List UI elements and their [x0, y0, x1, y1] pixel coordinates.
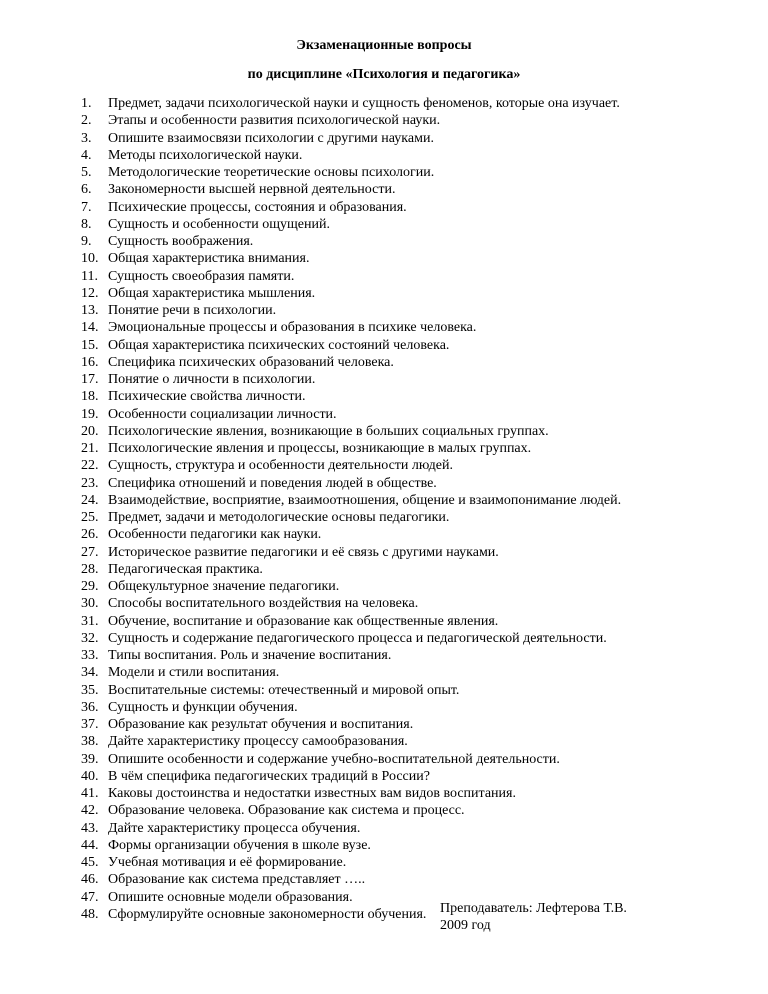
question-text: Методологические теоретические основы психологии. — [108, 165, 435, 180]
question-item — [81, 595, 761, 612]
question-text: Сущность и особенности ощущений. — [108, 216, 330, 232]
question-text: Предмет, задачи и методологические основы педагогики. — [108, 510, 450, 525]
question-item — [81, 751, 761, 768]
question-text: Психологические явления и процессы, возникающие в малых группах. — [108, 441, 532, 456]
question-item — [81, 457, 761, 474]
question-number: 33. — [81, 648, 99, 663]
question-item — [81, 250, 761, 267]
question-text: Общая характеристика психических состояний человека. — [108, 337, 450, 353]
question-item — [81, 302, 761, 319]
question-number: 16. — [81, 354, 99, 370]
question-text: Психические свойства личности. — [108, 389, 306, 405]
question-text: Сущность своеобразия памяти. — [108, 268, 295, 284]
question-item — [81, 181, 761, 198]
question-number: 21. — [81, 441, 99, 456]
question-text: Типы воспитания. Роль и значение воспитания. — [108, 648, 392, 663]
question-item — [81, 526, 761, 543]
question-number: 23. — [81, 475, 99, 491]
question-item — [81, 871, 761, 888]
question-item — [81, 440, 761, 457]
question-text: Образование как система представляет ….. — [108, 872, 366, 888]
question-number: 10. — [81, 251, 99, 267]
question-text: Сущность воображения. — [108, 234, 254, 249]
question-text: Учебная мотивация и её формирование. — [108, 855, 347, 870]
question-text: Обучение, воспитание и образование как общественные явления. — [108, 613, 499, 629]
question-number: 45. — [81, 855, 99, 870]
question-item — [81, 423, 761, 440]
question-number: 29. — [81, 579, 99, 594]
question-item — [81, 647, 761, 664]
question-item — [81, 802, 761, 819]
question-text: Понятие речи в психологии. — [108, 303, 277, 318]
question-number: 25. — [81, 510, 99, 525]
question-text: Историческое развитие педагогики и её связь с другими науками. — [108, 544, 499, 560]
question-item — [81, 699, 761, 716]
questions-list — [81, 95, 761, 923]
question-item — [81, 268, 761, 285]
question-text: Общекультурное значение педагогики. — [108, 579, 340, 594]
question-number: 12. — [81, 285, 99, 301]
question-text: Каковы достоинства и недостатки известных вам видов воспитания. — [108, 786, 516, 801]
question-item — [81, 199, 761, 216]
question-text: Понятие о личности в психологии. — [108, 372, 316, 387]
question-item — [81, 837, 761, 854]
question-text: Предмет, задачи психологической науки и сущность феноменов, которые она изучает. — [108, 96, 620, 111]
question-number: 9. — [81, 234, 92, 249]
question-item — [81, 613, 761, 630]
question-text: Способы воспитательного воздействия на человека. — [108, 596, 419, 612]
question-number: 22. — [81, 458, 99, 474]
question-item — [81, 768, 761, 785]
question-number: 24. — [81, 492, 99, 508]
question-item — [81, 354, 761, 371]
question-item — [81, 578, 761, 595]
question-text: Опишите основные модели образования. — [108, 889, 353, 905]
question-item — [81, 233, 761, 250]
question-text: Общая характеристика мышления. — [108, 285, 316, 301]
year: 2009 год — [440, 918, 491, 933]
question-text: Психические процессы, состояния и образования. — [108, 199, 407, 215]
question-number: 14. — [81, 320, 99, 336]
question-text: Дайте характеристику процессу самообразования. — [108, 734, 408, 750]
question-number: 47. — [81, 889, 99, 905]
question-text: Эмоциональные процессы и образования в психике человека. — [108, 320, 477, 336]
question-number: 2. — [81, 113, 92, 129]
question-item — [81, 337, 761, 354]
question-item — [81, 406, 761, 423]
question-number: 36. — [81, 699, 99, 715]
question-item — [81, 854, 761, 871]
question-number: 17. — [81, 372, 99, 387]
question-text: В чём специфика педагогических традиций в России? — [108, 768, 430, 784]
question-item — [81, 906, 761, 923]
question-number: 40. — [81, 768, 99, 784]
question-item — [81, 630, 761, 647]
question-item — [81, 509, 761, 526]
document-title: Экзаменационные вопросы — [296, 38, 472, 53]
question-number: 13. — [81, 303, 99, 318]
question-text: Специфика психических образований человека. — [108, 354, 394, 370]
question-number: 20. — [81, 423, 99, 439]
question-number: 46. — [81, 872, 99, 888]
question-text: Формы организации обучения в школе вузе. — [108, 837, 371, 853]
question-item — [81, 716, 761, 733]
question-text: Психологические явления, возникающие в больших социальных группах. — [108, 423, 549, 439]
question-item — [81, 95, 761, 112]
question-number: 41. — [81, 786, 99, 801]
question-item — [81, 820, 761, 837]
question-number: 43. — [81, 820, 99, 836]
question-item — [81, 492, 761, 509]
question-number: 18. — [81, 389, 99, 405]
question-number: 5. — [81, 165, 92, 180]
question-number: 28. — [81, 561, 99, 577]
question-item — [81, 285, 761, 302]
question-item — [81, 319, 761, 336]
question-text: Закономерности высшей нервной деятельности. — [108, 182, 396, 198]
question-number: 38. — [81, 734, 99, 750]
question-item — [81, 216, 761, 233]
question-item — [81, 112, 761, 129]
question-text: Сущность, структура и особенности деятельности людей. — [108, 458, 453, 474]
document-subtitle: по дисциплине «Психология и педагогика» — [247, 67, 521, 82]
question-number: 8. — [81, 216, 92, 232]
question-text: Сущность и содержание педагогического процесса и педагогической деятельности. — [108, 630, 607, 646]
question-text: Особенности педагогики как науки. — [108, 527, 322, 543]
question-number: 32. — [81, 630, 99, 646]
question-number: 34. — [81, 665, 99, 681]
question-item — [81, 164, 761, 181]
question-text: Образование как результат обучения и воспитания. — [108, 717, 414, 732]
question-number: 30. — [81, 596, 99, 612]
question-number: 48. — [81, 906, 99, 922]
question-item — [81, 561, 761, 578]
question-item — [81, 664, 761, 681]
question-item — [81, 733, 761, 750]
question-number: 4. — [81, 147, 92, 163]
question-item — [81, 785, 761, 802]
question-number: 15. — [81, 337, 99, 353]
question-number: 42. — [81, 803, 99, 819]
question-text: Специфика отношений и поведения людей в обществе. — [108, 475, 437, 491]
question-item — [81, 475, 761, 492]
question-text: Опишите взаимосвязи психологии с другими науками. — [108, 130, 434, 146]
question-number: 35. — [81, 682, 99, 698]
teacher-name: Преподаватель: Лефтерова Т.В. — [440, 901, 627, 916]
question-text: Взаимодействие, восприятие, взаимоотношения, общение и взаимопонимание людей. — [108, 492, 622, 508]
question-text: Особенности социализации личности. — [108, 406, 337, 422]
question-number: 7. — [81, 199, 92, 215]
question-text: Сформулируйте основные закономерности обучения. — [108, 906, 427, 922]
question-number: 26. — [81, 527, 99, 543]
question-text: Опишите особенности и содержание учебно-воспитательной деятельности. — [108, 751, 560, 767]
question-number: 6. — [81, 182, 92, 198]
question-item — [81, 388, 761, 405]
question-text: Общая характеристика внимания. — [108, 251, 310, 267]
question-item — [81, 682, 761, 699]
question-number: 3. — [81, 130, 92, 146]
question-text: Образование человека. Образование как система и процесс. — [108, 803, 465, 819]
question-item — [81, 130, 761, 147]
question-number: 27. — [81, 544, 99, 560]
question-item — [81, 371, 761, 388]
question-item — [81, 544, 761, 561]
question-number: 37. — [81, 717, 99, 732]
signature-block — [440, 900, 627, 934]
question-item — [81, 889, 761, 906]
question-text: Модели и стили воспитания. — [108, 665, 280, 681]
question-text: Этапы и особенности развития психологической науки. — [108, 113, 441, 129]
question-text: Дайте характеристику процесса обучения. — [108, 820, 361, 836]
question-number: 1. — [81, 96, 92, 111]
question-text: Сущность и функции обучения. — [108, 699, 298, 715]
question-item — [81, 147, 761, 164]
question-number: 44. — [81, 837, 99, 853]
question-number: 39. — [81, 751, 99, 767]
question-number: 19. — [81, 406, 99, 422]
question-number: 11. — [81, 268, 98, 284]
question-text: Педагогическая практика. — [108, 561, 263, 577]
question-text: Методы психологической науки. — [108, 147, 303, 163]
question-number: 31. — [81, 613, 99, 629]
question-text: Воспитательные системы: отечественный и мировой опыт. — [108, 682, 460, 698]
